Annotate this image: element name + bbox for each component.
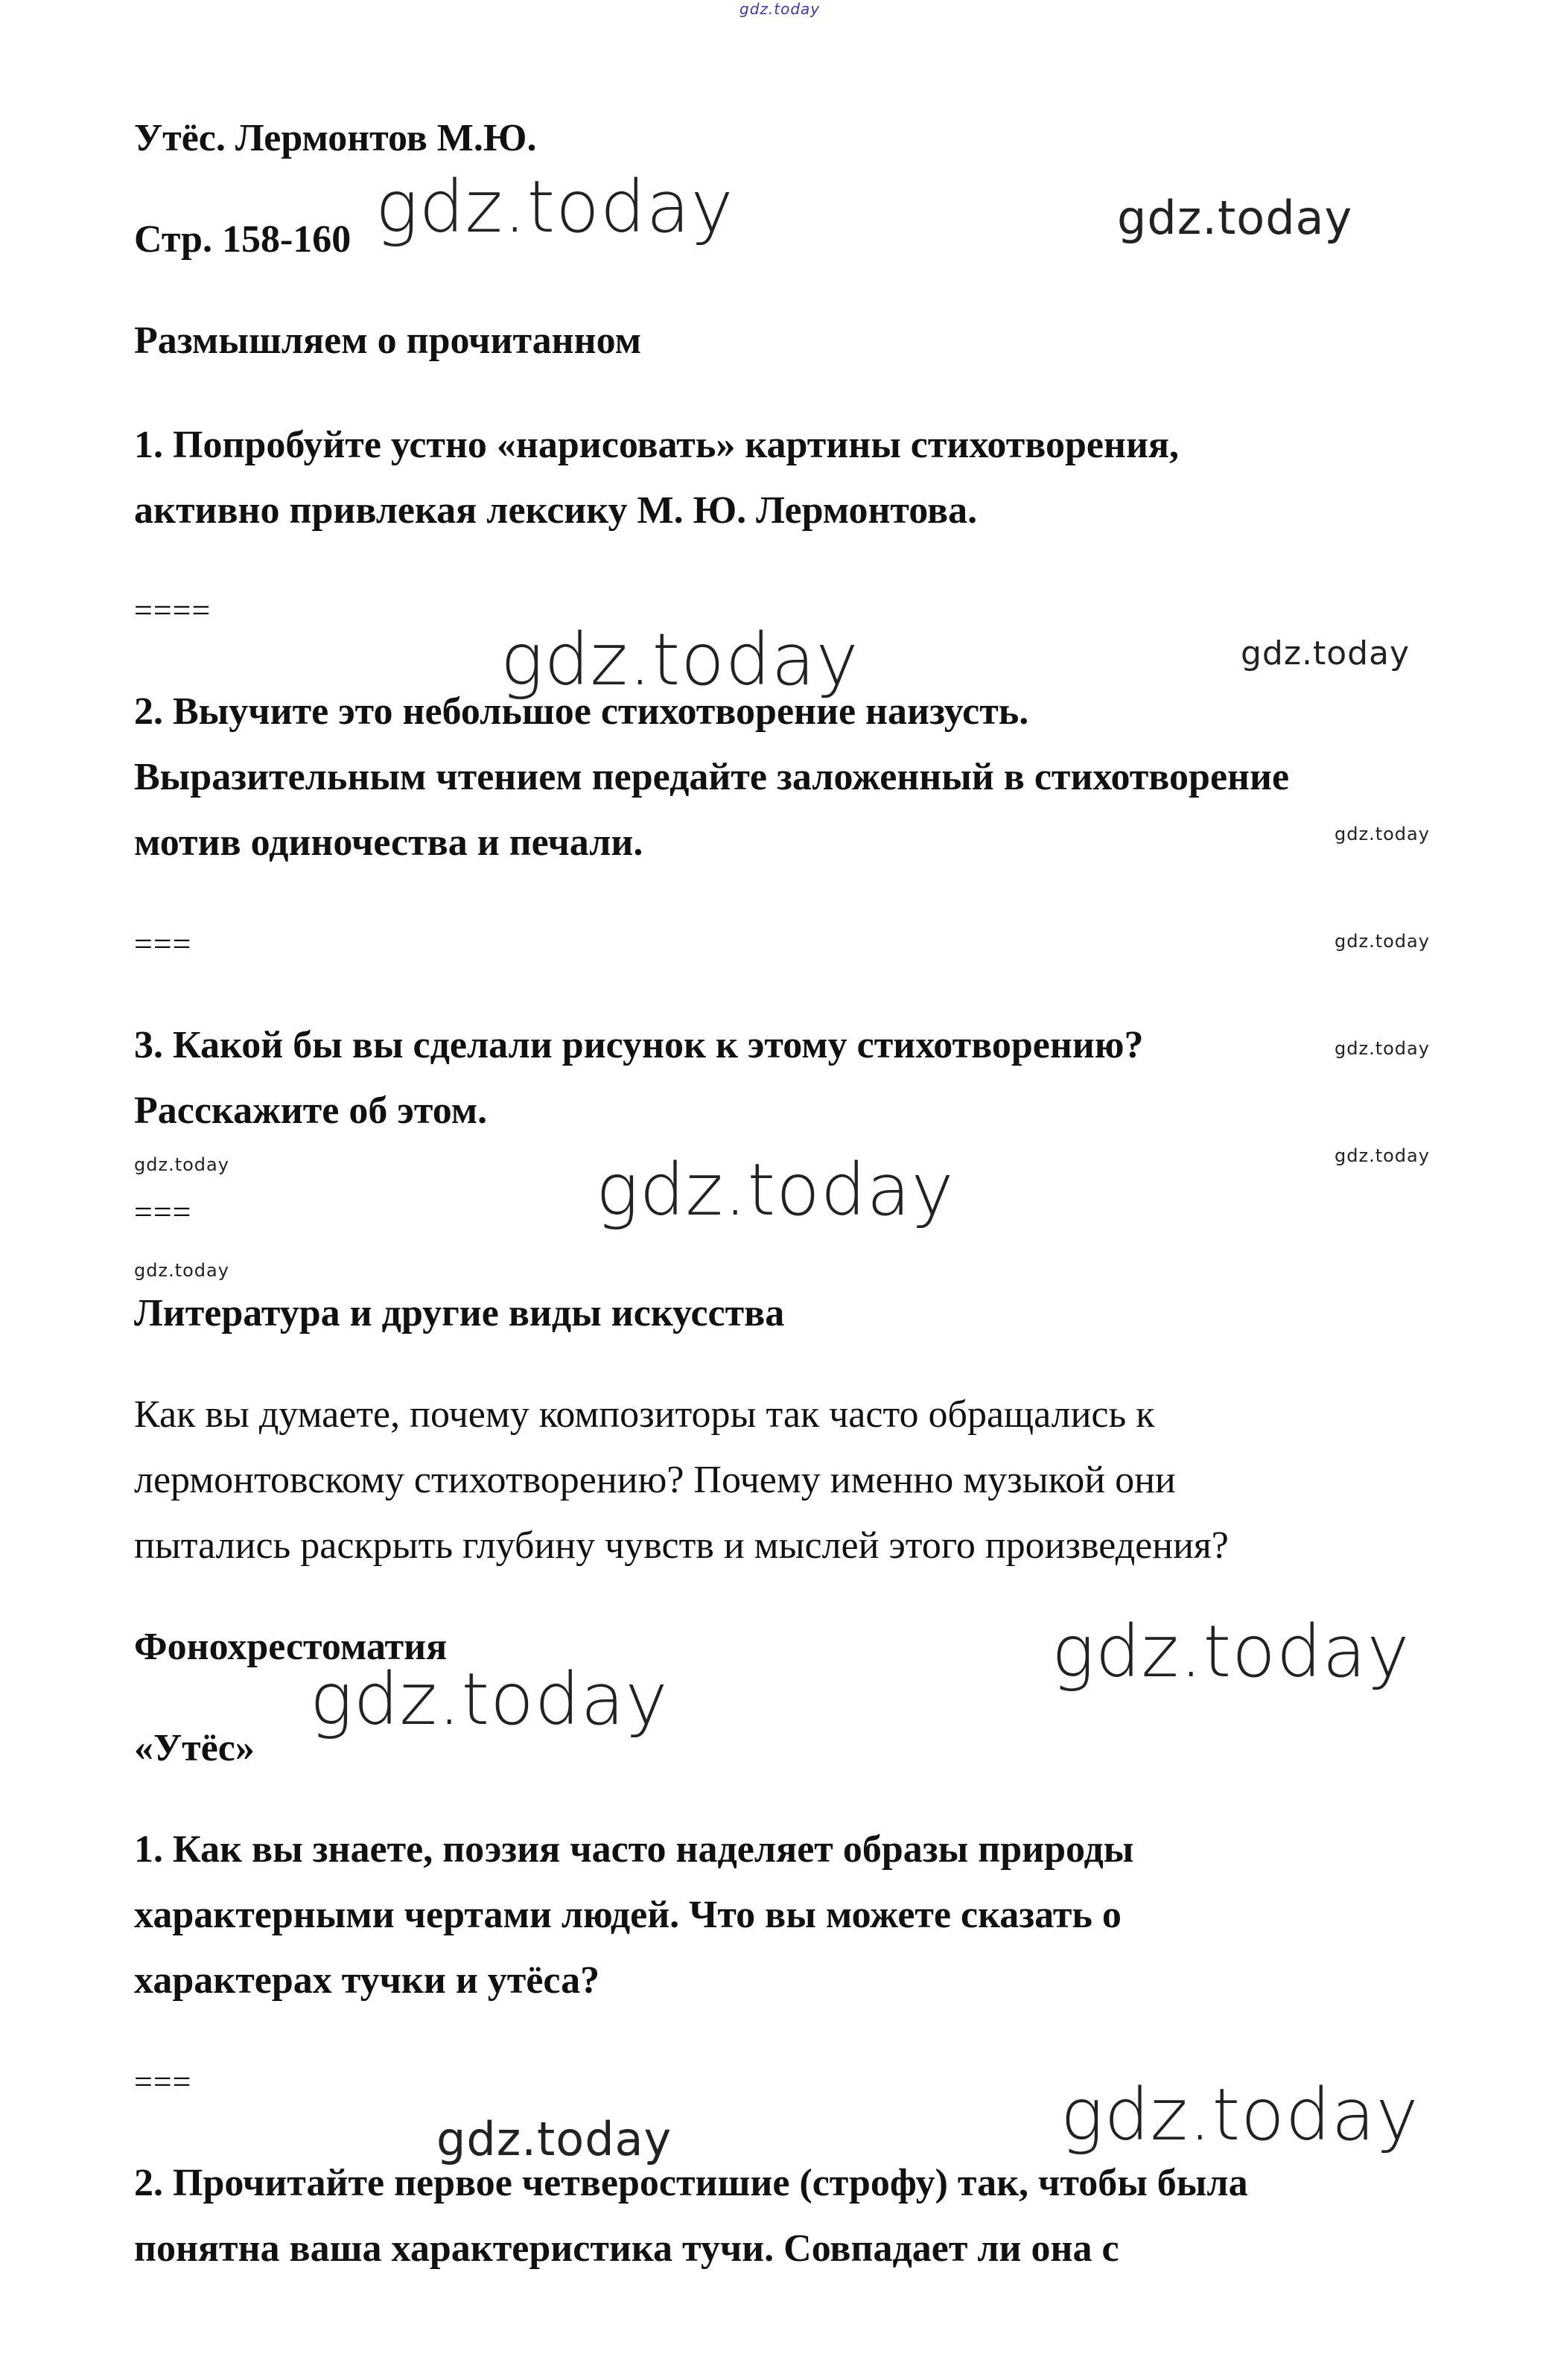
section-heading-reflection: Размышляем о прочитанном xyxy=(134,319,642,362)
question-1-line-1: 1. Попробуйте устно «нарисовать» картины стихотворения, xyxy=(134,424,1180,466)
watermark: gdz.today xyxy=(134,1260,229,1281)
page-title: Утёс. Лермонтов М.Ю. xyxy=(134,117,537,159)
watermark: gdz.today xyxy=(596,1148,955,1232)
question-5-line-2: понятна ваша характеристика тучи. Совпадает ли она с xyxy=(134,2227,1119,2270)
watermark: gdz.today xyxy=(1241,634,1410,672)
separator-4: === xyxy=(134,2064,192,2100)
watermark: gdz.today xyxy=(1052,1610,1410,1693)
paragraph-line-2: лермонтовскому стихотворению? Почему именно музыкой они xyxy=(134,1459,1176,1501)
watermark: gdz.today xyxy=(1335,1145,1430,1166)
question-2-line-3: мотив одиночества и печали. xyxy=(134,821,643,864)
watermark: gdz.today xyxy=(375,165,734,249)
question-5-line-1: 2. Прочитайте первое четверостишие (строфу) так, чтобы была xyxy=(134,2162,1248,2204)
watermark: gdz.today xyxy=(310,1658,669,1741)
watermark: gdz.today xyxy=(1335,931,1430,952)
question-4-line-1: 1. Как вы знаете, поэзия часто наделяет образы природы xyxy=(134,1828,1134,1871)
separator-3: === xyxy=(134,1194,192,1230)
question-4-line-3: характерах тучки и утёса? xyxy=(134,1959,600,2002)
question-1-line-2: активно привлекая лексику М. Ю. Лермонтова. xyxy=(134,489,978,532)
page-range: Стр. 158-160 xyxy=(134,218,352,261)
watermark: gdz.today xyxy=(1060,2073,1419,2157)
poem-title: «Утёс» xyxy=(134,1727,255,1769)
question-4-line-2: характерными чертами людей. Что вы можете сказать о xyxy=(134,1894,1122,1936)
watermark: gdz.today xyxy=(500,618,859,701)
watermark: gdz.today xyxy=(436,2112,672,2166)
watermark-top: gdz.today xyxy=(739,0,821,18)
section-heading-arts: Литература и другие виды искусства xyxy=(134,1292,785,1334)
paragraph-line-1: Как вы думаете, почему композиторы так часто обращались к xyxy=(134,1393,1155,1436)
section-heading-audio: Фонохрестоматия xyxy=(134,1626,448,1668)
separator-1: ==== xyxy=(134,592,211,629)
watermark: gdz.today xyxy=(1117,191,1353,245)
watermark: gdz.today xyxy=(1335,824,1430,844)
question-3-line-2: Расскажите об этом. xyxy=(134,1089,488,1132)
watermark: gdz.today xyxy=(1335,1038,1430,1059)
question-3-line-1: 3. Какой бы вы сделали рисунок к этому стихотворению? xyxy=(134,1024,1144,1066)
question-2-line-1: 2. Выучите это небольшое стихотворение наизусть. xyxy=(134,690,1029,733)
question-2-line-2: Выразительным чтением передайте заложенный в стихотворение xyxy=(134,756,1290,798)
paragraph-line-3: пытались раскрыть глубину чувств и мыслей этого произведения? xyxy=(134,1524,1229,1567)
separator-2: === xyxy=(134,926,192,962)
watermark: gdz.today xyxy=(134,1154,229,1175)
